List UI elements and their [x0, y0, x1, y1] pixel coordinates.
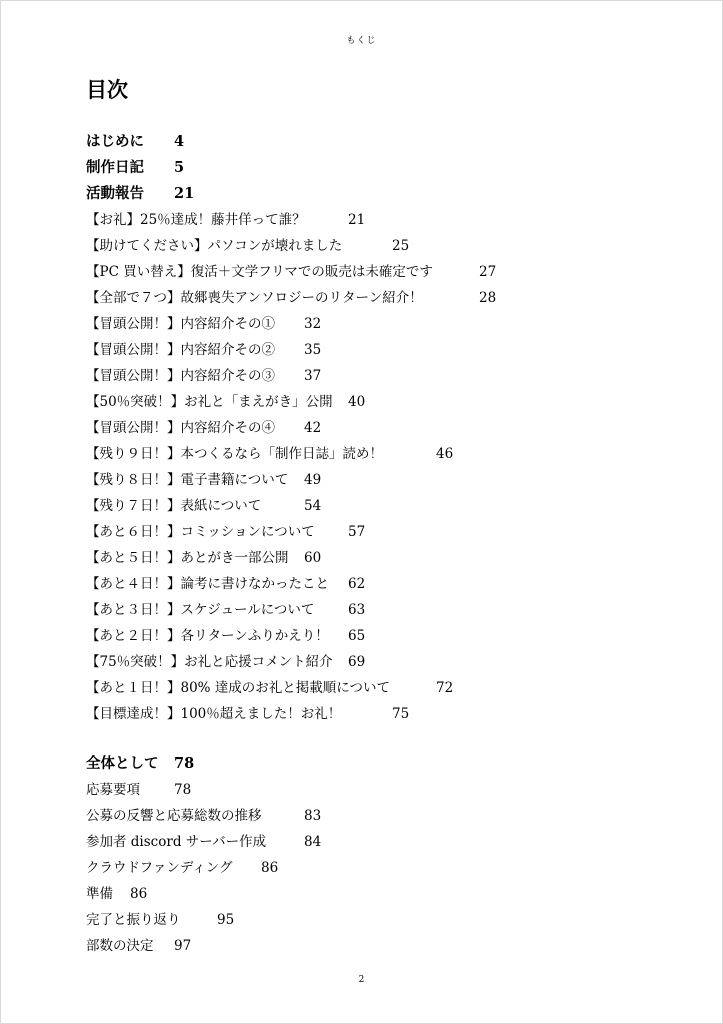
running-header: もくじ — [346, 36, 377, 46]
toc-entry[interactable] — [86, 778, 191, 798]
toc-entry-label: 【あと１日！】80% 達成のお礼と掲載順について — [86, 680, 391, 696]
toc-entry-page: 97 — [174, 938, 192, 954]
toc-entry[interactable] — [86, 234, 409, 254]
toc-entry-label: 完了と振り返り — [86, 912, 181, 928]
toc-entry-page: 21 — [348, 212, 366, 228]
toc-entry[interactable] — [86, 572, 365, 592]
toc-entry-page: 63 — [348, 602, 366, 618]
toc-entry[interactable] — [86, 312, 321, 332]
toc-entry-label: 【助けてください】パソコンが壊れました — [86, 238, 343, 254]
toc-entry[interactable] — [86, 856, 278, 876]
toc-entry-label: 活動報告 — [86, 185, 144, 202]
toc-entry-label: 【残り８日！】電子書籍について — [86, 472, 289, 488]
toc-entry-page: 86 — [130, 886, 148, 902]
toc-entry-page: 86 — [261, 860, 279, 876]
toc-entry[interactable] — [86, 338, 321, 358]
toc-entry-page: 75 — [392, 706, 410, 722]
toc-entry-label: 【冒頭公開！】内容紹介その④ — [86, 420, 275, 436]
page-title: 目次 — [86, 77, 128, 102]
toc-entry-page: 69 — [348, 654, 366, 670]
toc-entry[interactable] — [86, 598, 365, 618]
toc-entry-label: 【50％突破！】お礼と「まえがき」公開 — [86, 394, 333, 410]
toc-entry[interactable] — [86, 546, 321, 566]
toc-entry-label: 【あと３日！】スケジュールについて — [86, 602, 315, 618]
toc-entry-label: 【あと２日！】各リターンふりかえり！ — [86, 628, 329, 644]
toc-entry-page: 78 — [174, 755, 195, 772]
toc-entry[interactable] — [86, 752, 194, 773]
toc-entry[interactable] — [86, 390, 365, 410]
toc-entry-page: 78 — [174, 782, 192, 798]
toc-entry-label: 全体として — [86, 755, 159, 772]
toc-entry-label: 【残り７日！】表紙について — [86, 498, 262, 514]
toc-entry[interactable] — [86, 364, 321, 384]
toc-entry[interactable] — [86, 416, 321, 436]
toc-entry-page: 42 — [304, 420, 322, 436]
toc-entry-page: 28 — [479, 290, 497, 306]
toc-entry[interactable] — [86, 624, 365, 644]
toc-entry-label: 【75％突破！】お礼と応援コメント紹介 — [86, 654, 333, 670]
toc-entry-label: 【残り９日！】本つくるなら「制作日誌」読め！ — [86, 446, 383, 462]
toc-entry-label: 参加者 discord サーバー作成 — [86, 834, 267, 850]
toc-entry[interactable] — [86, 882, 147, 902]
toc-entry[interactable] — [86, 934, 191, 954]
toc-entry-label: 【冒頭公開！】内容紹介その③ — [86, 368, 275, 384]
toc-entry[interactable] — [86, 908, 234, 928]
toc-entry-page: 27 — [479, 264, 497, 280]
toc-entry-page: 84 — [304, 834, 322, 850]
toc-entry[interactable] — [86, 130, 184, 151]
toc-entry-page: 5 — [174, 159, 185, 176]
toc-entry-label: 【PC 買い替え】復活＋文学フリマでの販売は未確定です — [86, 264, 433, 280]
toc-entry-label: 【あと４日！】論考に書けなかったこと — [86, 576, 329, 592]
toc-entry-label: 公募の反響と応募総数の推移 — [86, 808, 262, 824]
toc-entry[interactable] — [86, 442, 453, 462]
toc-entry-page: 21 — [174, 185, 195, 202]
toc-entry-label: 【目標達成！】100％超えました！お礼！ — [86, 706, 342, 722]
toc-entry-page: 95 — [217, 912, 235, 928]
toc-entry-page: 40 — [348, 394, 366, 410]
toc-entry-page: 32 — [304, 316, 322, 332]
toc-entry-page: 72 — [436, 680, 454, 696]
toc-entry-label: クラウドファンディング — [86, 860, 233, 876]
toc-entry[interactable] — [86, 208, 365, 228]
toc-entry-label: 【冒頭公開！】内容紹介その① — [86, 316, 275, 332]
toc-entry-page: 4 — [174, 133, 185, 150]
toc-entry-label: 【あと５日！】あとがき一部公開 — [86, 550, 289, 566]
toc-entry-label: 【お礼】25％達成！藤井佯って誰？ — [86, 212, 306, 228]
page-number: 2 — [358, 975, 365, 985]
toc-entry[interactable] — [86, 830, 321, 850]
toc-entry-label: はじめに — [86, 133, 144, 150]
toc-entry-page: 57 — [348, 524, 366, 540]
toc-entry-page: 65 — [348, 628, 366, 644]
toc-entry-label: 制作日記 — [86, 159, 144, 176]
toc-entry-label: 応募要項 — [86, 782, 140, 798]
toc-entry[interactable] — [86, 520, 365, 540]
toc-entry[interactable] — [86, 676, 453, 696]
toc-entry-page: 83 — [304, 808, 322, 824]
toc-entry[interactable] — [86, 702, 409, 722]
toc-entry[interactable] — [86, 468, 321, 488]
toc-entry-page: 49 — [304, 472, 322, 488]
toc-entry-label: 【冒頭公開！】内容紹介その② — [86, 342, 275, 358]
toc-entry[interactable] — [86, 286, 496, 306]
toc-entry[interactable] — [86, 260, 496, 280]
toc-entry[interactable] — [86, 156, 184, 177]
toc-entry-label: 準備 — [86, 886, 113, 902]
toc-entry-page: 35 — [304, 342, 322, 358]
toc-entry-label: 【全部で７つ】故郷喪失アンソロジーのリターン紹介！ — [86, 290, 423, 306]
toc-entry-page: 37 — [304, 368, 322, 384]
toc-entry[interactable] — [86, 182, 194, 203]
toc-entry-page: 25 — [392, 238, 410, 254]
toc-entry[interactable] — [86, 804, 321, 824]
toc-entry[interactable] — [86, 650, 365, 670]
toc-entry[interactable] — [86, 494, 321, 514]
toc-entry-label: 【あと６日！】コミッションについて — [86, 524, 315, 540]
toc-entry-page: 54 — [304, 498, 322, 514]
toc-entry-page: 46 — [436, 446, 454, 462]
toc-entry-page: 60 — [304, 550, 322, 566]
toc-entry-page: 62 — [348, 576, 366, 592]
toc-entry-label: 部数の決定 — [86, 938, 154, 954]
